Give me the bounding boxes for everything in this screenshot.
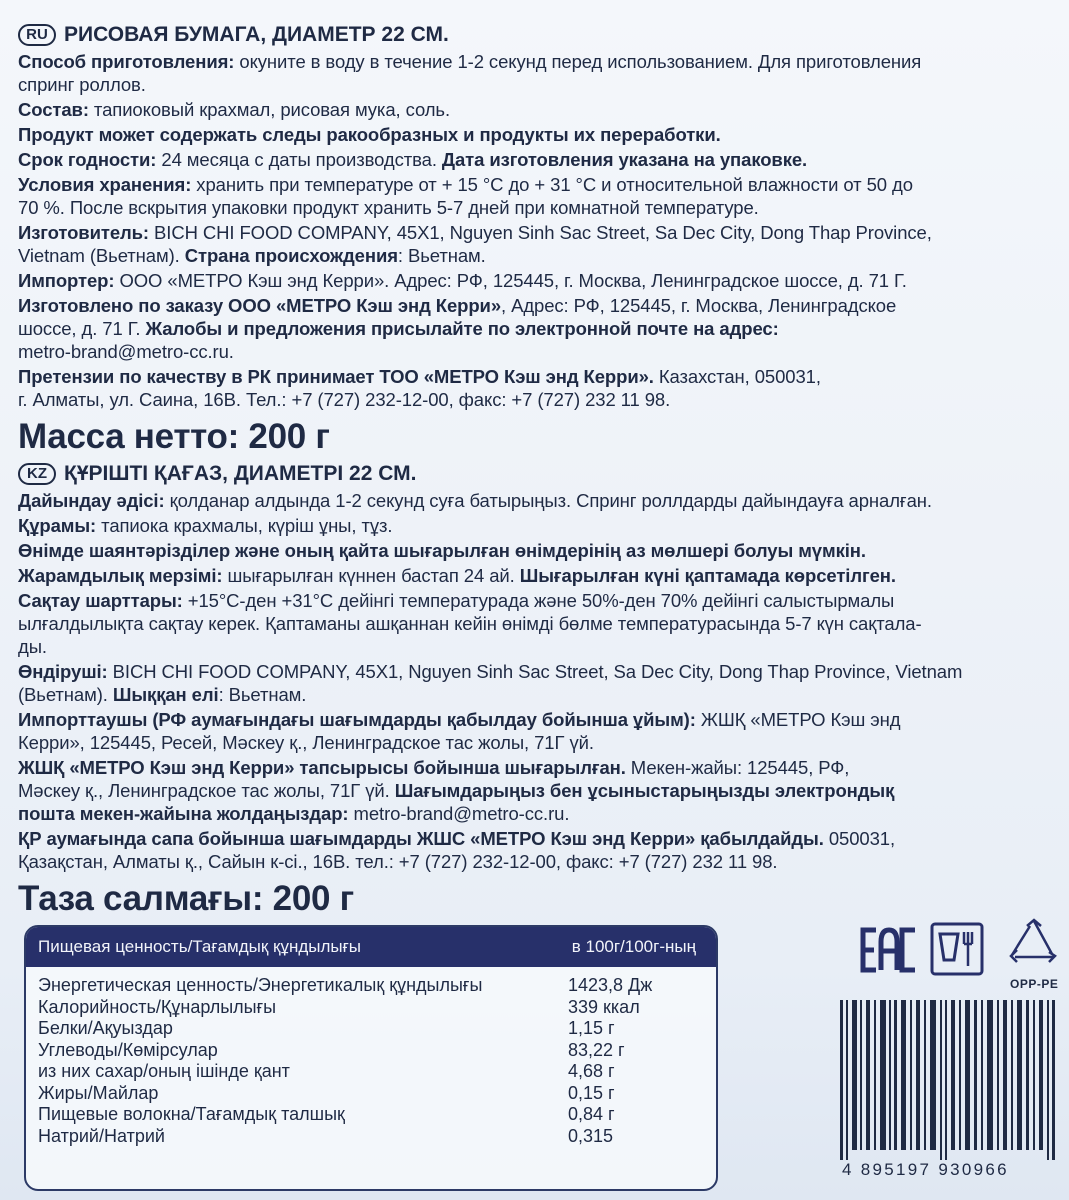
ru-ordered-by: Изготовлено по заказу ООО «МЕТРО Кэш энд Керри», Адрес: РФ, 125445, г. Москва, Ленинградское шоссе, д. 71 Г. Жалобы и предложения присылайте по электронной почте на адрес: metro-brand@metro-cc.ru.: [18, 295, 897, 362]
ru-preparation: Способ приготовления: окуните в воду в течение 1-2 секунд перед использованием. Для приготовления спринг роллов.: [18, 51, 922, 95]
kz-storage: Сақтау шарттары: +15°С-ден +31°С дейінгі температурада және 50%-ден 70% дейінгі салыстырмалы ылғалдылықта сақтау керек. Қаптаманы ашқаннан кейін өнімді бөлме температурасында 5-7 күн сақтала- ды.: [18, 590, 922, 657]
ru-product-name: РИСОВАЯ БУМАГА, ДИАМЕТР 22 СМ.: [64, 23, 449, 46]
barcode-number: 4 895197 930966: [842, 1160, 1009, 1179]
ru-title: [18, 22, 1058, 48]
nutrition-row: Углеводы/Көмірсулар 83,22 г: [38, 1039, 625, 1060]
ru-net-mass: Масса нетто: 200 г: [18, 417, 330, 456]
nutrition-row: Энергетическая ценность/Энергетикалық құндылығы 1423,8 Дж: [38, 975, 653, 995]
food-safe-icon: [930, 922, 984, 976]
recycle-icon: [1005, 918, 1063, 974]
kz-importer: Импорттаушы (РФ аумағындағы шағымдарды қабылдау бойынша ұйым): ЖШҚ «МЕТРО Кэш энд Керри», 125445, Ресей, Мәскеу қ., Ленинградское тас жолы, 71Г үй.: [18, 709, 901, 753]
nutrition-rows: [26, 967, 716, 1147]
kz-ordered-by: ЖШҚ «МЕТРО Кэш энд Керри» тапсырысы бойынша шығарылған. Мекен-жайы: 125445, РФ, Мәскеу қ., Ленинградское тас жолы, 71Г үй. Шағымдарыңыз бен ұсыныстарыңызды электрондық пошта мекен-жайына жолдаңыздар: metro-brand@metro-cc.ru.: [18, 757, 895, 824]
nutrition-row: Белки/Ақуыздар 1,15 г: [38, 1018, 615, 1038]
ru-manufacturer: Изготовитель: BICH CHI FOOD COMPANY, 45X1, Nguyen Sinh Sac Street, Sa Dec City, Dong Thap Province, Vietnam (Вьетнам). Страна происхождения: Вьетнам.: [18, 222, 932, 266]
ru-claims: Претензии по качеству в РК принимает ТОО «МЕТРО Кэш энд Керри». Казахстан, 050031, г. Алматы, ул. Саина, 16В. Тел.: +7 (727) 232-12-00, факс: +7 (727) 232 11 98.: [18, 366, 821, 410]
label-text: [18, 22, 1058, 919]
eac-mark-icon: [860, 926, 918, 974]
ru-composition: Состав: тапиоковый крахмал, рисовая мука, соль.: [18, 99, 451, 120]
kz-language-badge: KZ: [18, 463, 56, 485]
ru-storage: Условия хранения: хранить при температуре от + 15 °С до + 31 °С и относительной влажности от 50 до 70 %. После вскрытия упаковки продукт хранить 5-7 дней при комнатной температуре.: [18, 174, 913, 218]
kz-manufacturer: Өндіруші: BICH CHI FOOD COMPANY, 45X1, Nguyen Sinh Sac Street, Sa Dec City, Dong Thap Province, Vietnam (Вьетнам). Шыққан елі: Вьетнам.: [18, 661, 963, 705]
kz-title: [18, 461, 1058, 487]
nutrition-row: Калорийность/Құнарлылығы 339 ккал: [38, 996, 640, 1017]
nutrition-row: Пищевые волокна/Тағамдық талшық 0,84 г: [38, 1104, 615, 1124]
nutrition-row: Натрий/Натрий 0,315: [38, 1125, 614, 1146]
nutrition-header-per: в 100г/100г-ның: [571, 937, 696, 956]
ru-language-badge: RU: [18, 24, 56, 46]
ru-importer: Импортер: ООО «МЕТРО Кэш энд Керри». Адрес: РФ, 125445, г. Москва, Ленинградское шоссе, д. 71 Г.: [18, 270, 907, 291]
nutrition-header-label: Пищевая ценность/Тағамдық құндылығы: [38, 937, 362, 956]
nutrition-table: [24, 925, 718, 1191]
kz-product-name: ҚҰРІШТІ ҚАҒАЗ, ДИАМЕТРІ 22 СМ.: [64, 462, 417, 485]
ru-allergen: Продукт может содержать следы ракообразных и продукты их переработки.: [18, 124, 721, 145]
kz-claims: ҚР аумағында сапа бойынша шағымдарды ЖШС «МЕТРО Кэш энд Керри» қабылдайды. 050031, Қазақстан, Алматы қ., Сайын к-сі., 16В. тел.: +7 (727) 232-12-00, факс: +7 (727) 232 11 98.: [18, 828, 895, 872]
nutrition-table-header: [26, 927, 716, 967]
kz-preparation: Дайындау әдісі: қолданар алдында 1-2 секунд суға батырыңыз. Спринг роллдарды дайындауға арналған.: [18, 490, 932, 511]
kz-composition: Құрамы: тапиока крахмалы, күріш ұны, тұз.: [18, 515, 393, 536]
kz-shelf-life: Жарамдылық мерзімі: шығарылған күннен бастап 24 ай. Шығарылған күні қаптамада көрсетілген.: [18, 565, 896, 586]
nutrition-row: из них сахар/оның ішінде қант 4,68 г: [38, 1061, 615, 1081]
recycle-code: OPP-PE: [1010, 977, 1059, 991]
kz-net-mass: Таза салмағы: 200 г: [18, 879, 354, 918]
ru-shelf-life: Срок годности: 24 месяца с даты производства. Дата изготовления указана на упаковке.: [18, 149, 808, 170]
barcode-icon: [838, 1000, 1058, 1160]
nutrition-row: Жиры/Майлар 0,15 г: [38, 1082, 615, 1103]
kz-allergen: Өнімде шаянтәрізділер және оның қайта шығарылған өнімдерінің аз мөлшері болуы мүмкін.: [18, 540, 866, 561]
